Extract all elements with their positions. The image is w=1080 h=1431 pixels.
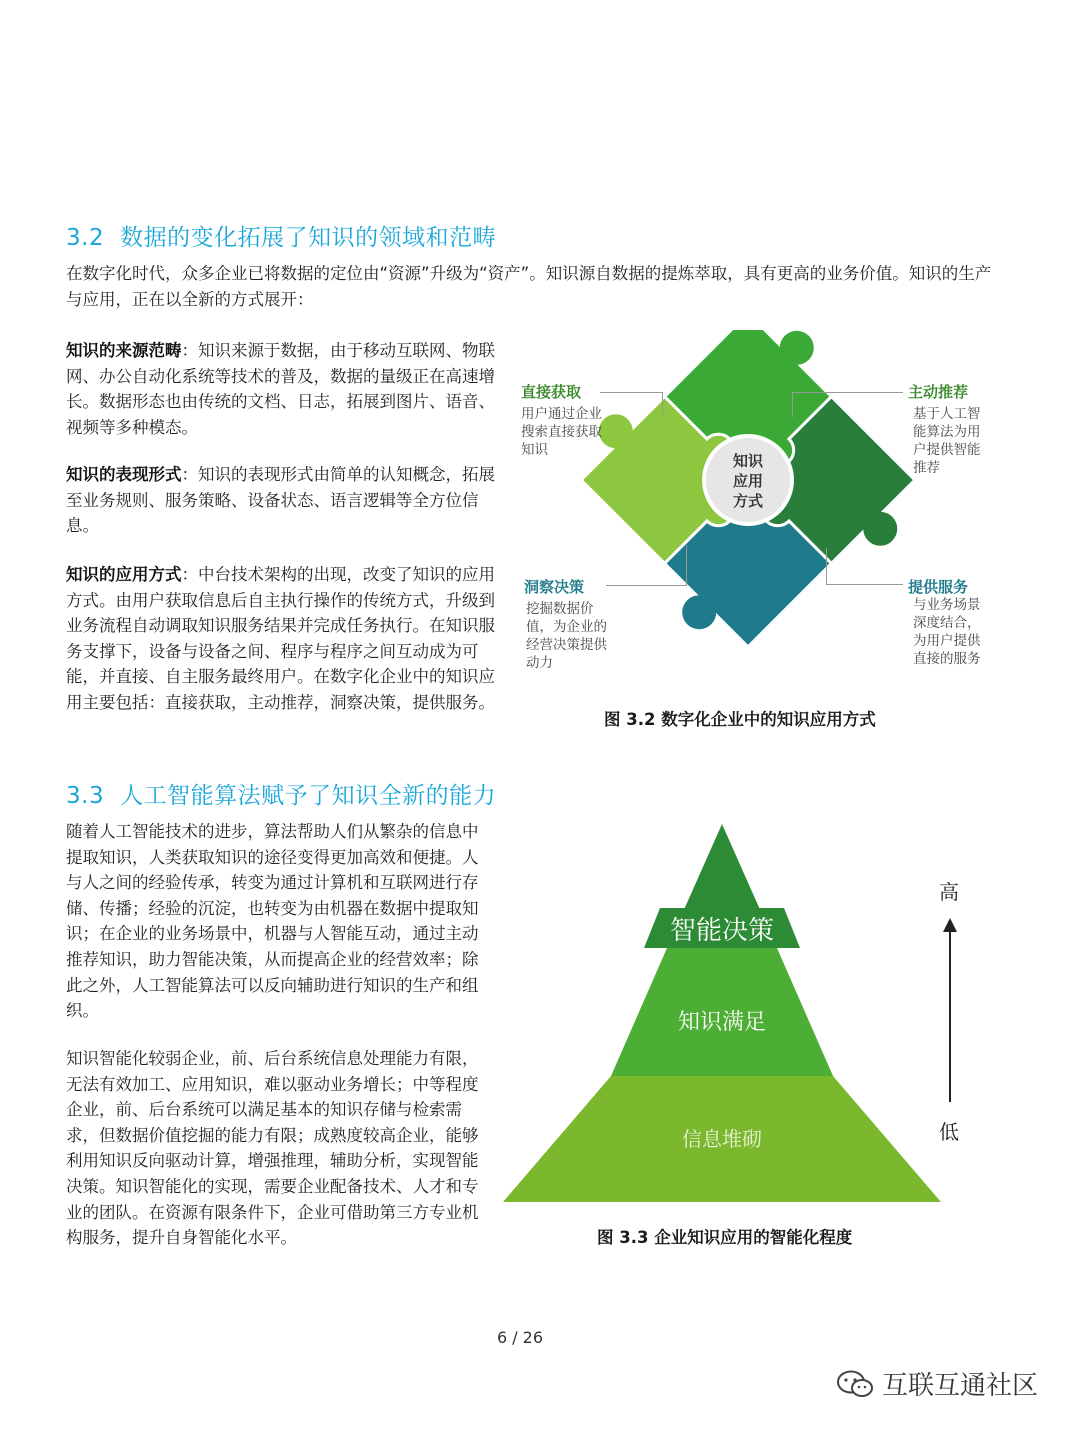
- section-number: 3.2: [66, 225, 105, 251]
- section-number: 3.3: [66, 783, 105, 809]
- knowledge-form-text: ：知识的表现形式由简单的认知概念，拓展至业务规则、服务策略、设备状态、语言逻辑等全方位信息。: [66, 465, 495, 536]
- leader-line-top-right: [792, 392, 903, 417]
- label-low: 低: [939, 1120, 959, 1144]
- page-number: 6 / 26: [496, 1328, 544, 1347]
- arrow-shaft: [949, 930, 951, 1102]
- label-insight-decision: 洞察决策: [524, 578, 585, 596]
- pyramid-top-label: 智能决策: [669, 916, 775, 946]
- paragraph-knowledge-form: [66, 462, 496, 539]
- center-text-2: 应用: [732, 472, 764, 490]
- section-3-3-paragraph-2: [66, 1046, 490, 1251]
- knowledge-application-text: ：中台技术架构的出现，改变了知识的应用方式。由用户获取信息后自主执行操作的传统方式，升级到业务流程自动调取知识服务结果并完成任务执行。在知识服务支撑下，设备与设备之间、程序与程序之间互动成为可能，并直接、自主服务最终用户。在数字化企业中的知识应用主要包括：直接获取，主动推荐，洞察决策，提供服务。: [66, 565, 495, 712]
- center-text-1: 知识: [732, 452, 764, 470]
- desc-active-recommend: 基于人工智能算法为用户提供智能推荐: [913, 406, 981, 476]
- knowledge-source-label: 知识的来源范畴: [66, 341, 182, 360]
- section-3-3-heading: [66, 777, 496, 810]
- desc-direct-access: 用户通过企业搜索直接获取知识: [521, 406, 602, 458]
- label-high: 高: [939, 880, 959, 904]
- intro-paragraph: 在数字化时代，众多企业已将数据的定位由“资源”升级为“资产”。知识源自数据的提炼萃取，具有更高的业务价值。知识的生产与应用，正在以全新的方式展开：: [66, 264, 992, 309]
- section-3-2-intro: [66, 261, 996, 312]
- maturity-paragraph: 知识智能化较弱企业，前、后台系统信息处理能力有限，无法有效加工、应用知识，难以驱动业务增长；中等程度企业，前、后台系统可以满足基本的知识存储与检索需求，但数据价值挖掘的能力有限；成熟度较高企业，能够利用知识反向驱动计算，增强推理，辅助分析，实现智能决策。知识智能化的实现，需要企业配备技术、人才和专业的团队。在资源有限条件下，企业可借助第三方专业机构服务，提升自身智能化水平。: [66, 1049, 479, 1248]
- section-3-3-paragraph-1: [66, 819, 490, 1024]
- figure-3-2-caption: 图 3.2 数字化企业中的知识应用方式: [604, 710, 876, 729]
- leader-line-bottom-left: [606, 545, 687, 586]
- puzzle-diagram: [560, 330, 940, 660]
- label-active-recommend: 主动推荐: [908, 383, 969, 401]
- ai-paragraph: 随着人工智能技术的进步，算法帮助人们从繁杂的信息中提取知识，人类获取知识的途径变得更加高效和便捷。人与人之间的经验传承，转变为通过计算机和互联网进行存储、传播；经验的沉淀，也转变为由机器在数据中提取知识；在企业的业务场景中，机器与人智能互动，通过主动推荐知识，助力智能决策，从而提高企业的经营效率；除此之外，人工智能算法可以反向辅助进行知识的生产和组织。: [66, 822, 479, 1021]
- label-direct-access: 直接获取: [521, 383, 582, 401]
- section-title: 人工智能算法赋予了知识全新的能力: [120, 783, 497, 809]
- center-text-3: 方式: [732, 492, 764, 510]
- knowledge-application-label: 知识的应用方式: [66, 565, 182, 584]
- pyramid-middle-label: 知识满足: [677, 1010, 767, 1035]
- pyramid-bottom-label: 信息堆砌: [682, 1127, 762, 1151]
- knowledge-form-label: 知识的表现形式: [66, 465, 182, 484]
- wechat-icon: [836, 1369, 874, 1399]
- section-3-2-heading: [66, 219, 496, 252]
- paragraph-knowledge-application: [66, 562, 496, 716]
- watermark: [836, 1365, 1038, 1402]
- section-title: 数据的变化拓展了知识的领域和范畴: [120, 225, 497, 251]
- leader-line-bottom-right: [826, 548, 903, 585]
- watermark-text: 互联互通社区: [882, 1371, 1039, 1401]
- knowledge-source-text: ：知识来源于数据，由于移动互联网、物联网、办公自动化系统等技术的普及，数据的量级正在高速增长。数据形态也由传统的文档、日志，拓展到图片、语音、视频等多种模态。: [66, 341, 495, 437]
- figure-3-3-caption: 图 3.3 企业知识应用的智能化程度: [597, 1228, 853, 1247]
- pyramid-diagram: [500, 820, 945, 1205]
- label-provide-service: 提供服务: [908, 578, 969, 596]
- desc-provide-service: 与业务场景深度结合，为用户提供直接的服务: [913, 597, 981, 667]
- desc-insight-decision: 挖掘数据价值，为企业的经营决策提供动力: [526, 601, 607, 671]
- leader-line-top-left: [600, 392, 663, 417]
- paragraph-knowledge-source: [66, 338, 496, 440]
